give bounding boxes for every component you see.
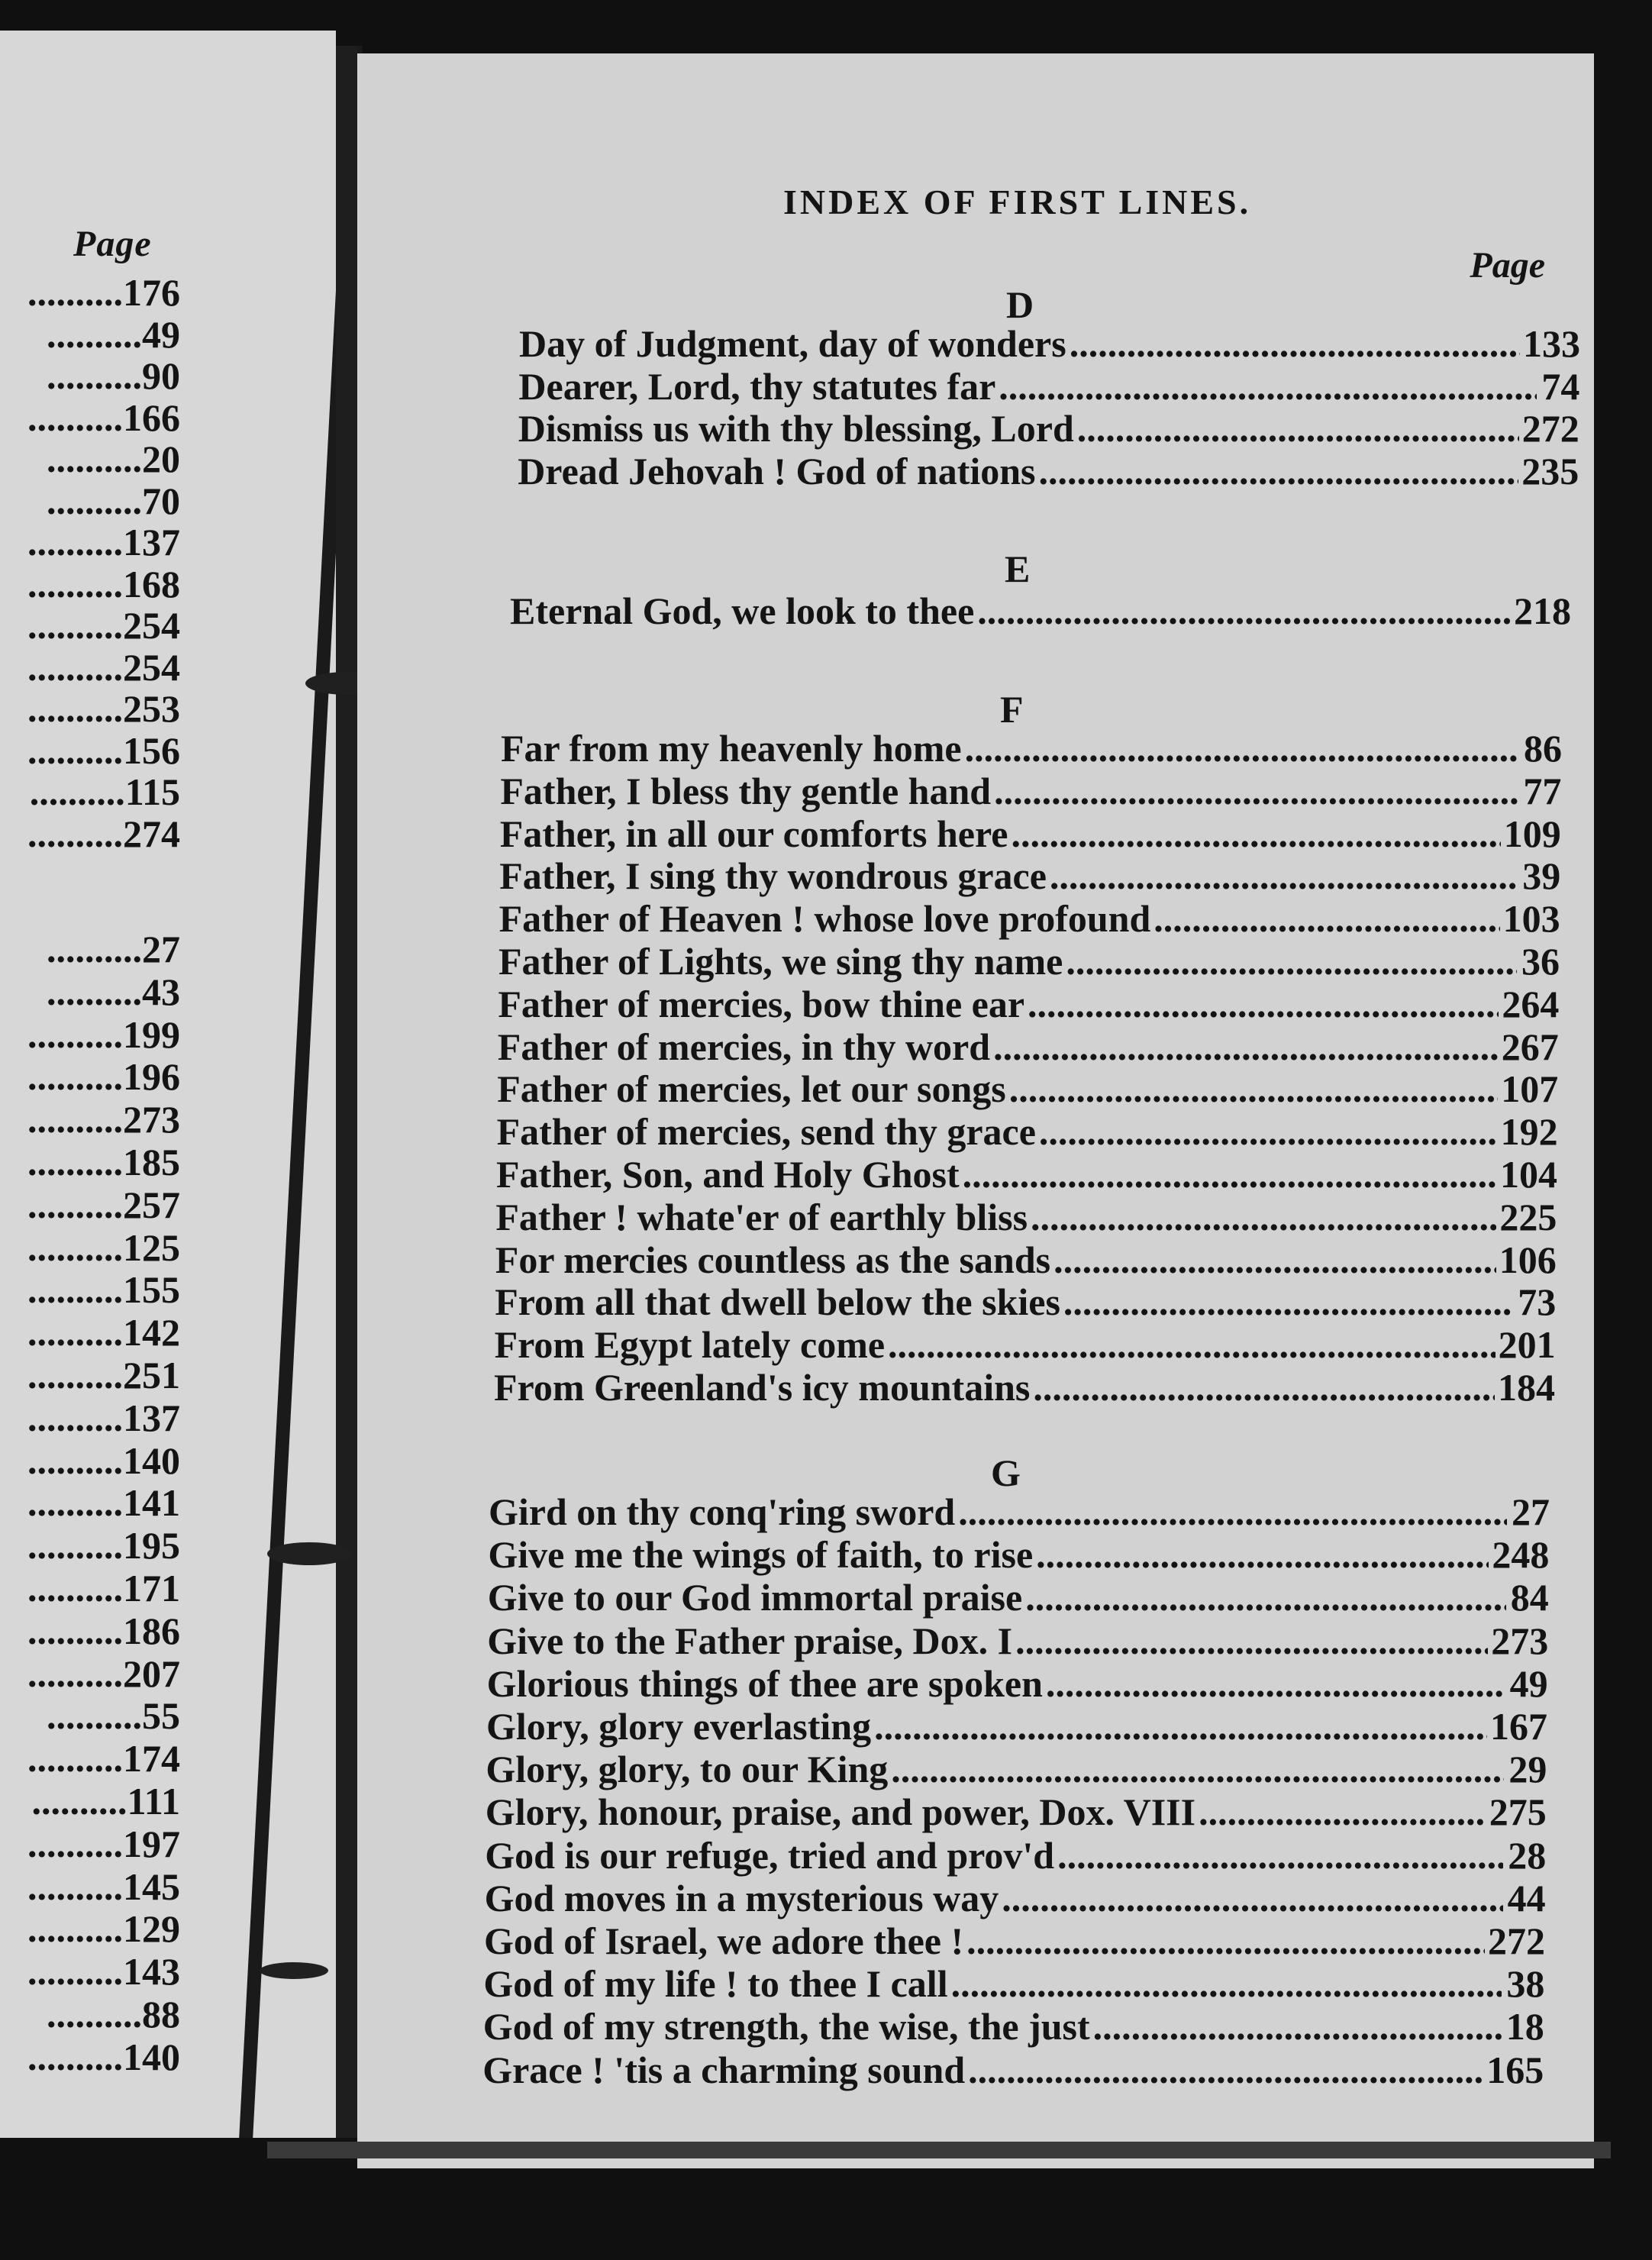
first-line-text: Father, I sing thy wondrous grace: [499, 854, 1047, 898]
index-entry: [499, 938, 1560, 984]
left-page-number: ..........88: [47, 1995, 180, 2033]
first-line-text: God of my life ! to thee I call: [483, 1962, 948, 2006]
left-page-number: ..........49: [47, 315, 180, 354]
first-line-text: Dearer, Lord, thy statutes far: [518, 364, 996, 408]
first-line-text: Father ! whate'er of earthly bliss: [495, 1195, 1028, 1238]
first-line-text: Father, Son, and Holy Ghost: [496, 1153, 960, 1196]
index-entry: [488, 1532, 1549, 1577]
first-line-text: Give me the wings of faith, to rise: [488, 1533, 1034, 1577]
left-page-number: ..........27: [47, 930, 180, 968]
section-letter: D: [1006, 283, 1034, 326]
left-page-number: ..........207: [27, 1654, 180, 1693]
first-line-text: God of Israel, we adore thee !: [484, 1919, 964, 1962]
left-page-number: ..........254: [27, 606, 180, 644]
index-entry: [499, 896, 1560, 941]
first-line-text: Grace ! 'tis a charming sound: [482, 2048, 966, 2091]
left-page-number: ..........43: [47, 972, 180, 1011]
left-page-number: ..........20: [47, 440, 180, 478]
dot-leader: [1031, 1194, 1496, 1240]
index-entry: [495, 1237, 1557, 1283]
first-line-text: Father of mercies, let our songs: [497, 1067, 1006, 1111]
left-page-number: ..........142: [27, 1313, 180, 1352]
dot-leader: [888, 1322, 1496, 1367]
index-entry: [482, 2047, 1544, 2093]
first-line-text: Father, in all our comforts here: [499, 812, 1008, 855]
dot-leader: [1077, 405, 1519, 451]
page-number: 184: [1498, 1366, 1555, 1409]
left-page-number: ..........195: [27, 1526, 180, 1565]
dot-leader: [874, 1703, 1487, 1749]
dot-leader: [966, 1918, 1485, 1964]
first-line-text: Glory, honour, praise, and power, Dox. VIII: [485, 1790, 1196, 1834]
page-number: 77: [1523, 769, 1562, 812]
left-page-number: ..........156: [27, 731, 180, 770]
first-line-text: Father of mercies, in thy word: [497, 1025, 991, 1068]
index-entry: [518, 405, 1579, 451]
page-number: 272: [1521, 407, 1579, 450]
index-entry: [488, 1574, 1549, 1620]
left-page-number: ..........185: [27, 1143, 180, 1181]
page-number: 275: [1489, 1790, 1547, 1834]
section-letter: G: [991, 1451, 1021, 1494]
left-page-number: ..........168: [27, 564, 180, 603]
first-line-text: Day of Judgment, day of wonders: [519, 322, 1066, 365]
dot-leader: [891, 1746, 1504, 1792]
index-entry: [485, 1875, 1546, 1921]
dot-leader: [1033, 1364, 1495, 1410]
dot-leader: [999, 363, 1537, 409]
index-entry: [499, 853, 1560, 899]
left-page-number: ..........55: [47, 1697, 180, 1735]
left-page-number: ..........186: [27, 1611, 180, 1650]
left-page-number: ..........70: [47, 481, 180, 520]
index-entry: [484, 1918, 1545, 1964]
first-line-text: From Greenland's icy mountains: [494, 1366, 1031, 1409]
left-page-number: ..........171: [27, 1569, 180, 1607]
dot-leader: [1046, 1661, 1505, 1706]
left-page-number: ..........274: [27, 814, 180, 853]
index-entry: [487, 1618, 1548, 1664]
index-entry: [485, 1832, 1546, 1878]
first-line-text: Glorious things of thee are spoken: [486, 1661, 1043, 1705]
right-page: [357, 53, 1594, 2168]
index-entry: [498, 981, 1559, 1027]
left-page-number: ..........140: [27, 2037, 180, 2076]
first-line-text: Eternal God, we look to thee: [510, 589, 975, 632]
left-page-number: ..........174: [27, 1739, 180, 1778]
index-entry: [495, 1194, 1557, 1240]
left-page-number: ..........129: [27, 1910, 180, 1948]
page-number: 133: [1523, 322, 1580, 365]
dot-leader: [1057, 1832, 1503, 1878]
left-page-number: ..........257: [27, 1185, 180, 1224]
index-title: INDEX OF FIRST LINES.: [783, 182, 1252, 221]
page-number: 107: [1501, 1067, 1559, 1111]
first-line-text: God is our refuge, tried and prov'd: [485, 1833, 1055, 1877]
dot-leader: [1011, 811, 1500, 857]
dot-leader: [1025, 1574, 1506, 1620]
index-entry: [487, 1661, 1548, 1706]
dot-leader: [1063, 1279, 1513, 1325]
dot-leader: [1009, 1066, 1498, 1112]
index-entry: [498, 1024, 1559, 1070]
dot-leader: [958, 1489, 1507, 1535]
left-page-number: ..........196: [27, 1057, 180, 1096]
index-entry: [486, 1746, 1547, 1792]
binding-gutter: [336, 46, 357, 2138]
index-entry: [500, 811, 1561, 857]
index-entry: [496, 1151, 1557, 1197]
page-number: 74: [1541, 364, 1580, 408]
page-number: 167: [1490, 1705, 1547, 1748]
first-line-text: Far from my heavenly home: [501, 727, 962, 770]
left-page-number: ..........115: [29, 773, 180, 811]
left-page-number: ..........251: [27, 1356, 180, 1394]
page-number: 49: [1509, 1661, 1548, 1705]
page-number: 201: [1498, 1323, 1556, 1367]
first-line-text: From Egypt lately come: [494, 1323, 886, 1367]
page-number: 192: [1500, 1110, 1558, 1154]
index-entry: [497, 1066, 1558, 1112]
page-number: 18: [1505, 2005, 1544, 2049]
page-bottom-edge: [267, 2142, 1611, 2158]
dot-leader: [1153, 896, 1499, 941]
left-page-number: ..........273: [27, 1100, 180, 1139]
section-letter: F: [1000, 688, 1024, 731]
dot-leader: [1070, 321, 1520, 366]
section-letter: E: [1005, 547, 1031, 590]
left-page-number: ..........145: [27, 1867, 180, 1906]
first-line-text: Father, I bless thy gentle hand: [500, 769, 992, 812]
first-line-text: Father of mercies, send thy grace: [496, 1110, 1036, 1154]
dot-leader: [1093, 2003, 1502, 2049]
left-page-number: ..........197: [27, 1824, 180, 1863]
dot-leader: [1002, 1875, 1502, 1921]
index-entry: [494, 1364, 1555, 1410]
dot-leader: [1053, 1237, 1496, 1283]
dot-leader: [977, 588, 1511, 634]
left-page-number: ..........254: [27, 647, 180, 686]
left-page-number: ..........137: [27, 1398, 180, 1437]
first-line-text: God of my strength, the wise, the just: [482, 2005, 1090, 2049]
page-number: 267: [1501, 1025, 1559, 1068]
index-entry: [510, 588, 1571, 634]
first-line-text: Give to our God immortal praise: [487, 1576, 1023, 1619]
left-page-number: ..........176: [27, 273, 180, 312]
left-page-number: ..........111: [31, 1782, 180, 1820]
dot-leader: [994, 768, 1518, 814]
left-page-number: ..........90: [47, 357, 180, 395]
left-page-number: ..........141: [27, 1484, 180, 1522]
index-entry: [495, 1322, 1556, 1367]
dot-leader: [1036, 1532, 1489, 1577]
index-entry: [495, 1279, 1556, 1325]
left-page-number: ..........137: [27, 523, 180, 561]
dot-leader: [963, 1151, 1497, 1197]
page-number: 29: [1508, 1748, 1547, 1791]
left-page-number: ..........143: [27, 1952, 180, 1991]
left-page: [0, 31, 336, 2138]
page-number: 104: [1500, 1153, 1557, 1196]
page-number: 36: [1521, 940, 1560, 983]
binding-stitch: [267, 1542, 351, 1565]
page-number: 44: [1507, 1876, 1546, 1919]
dot-leader: [1066, 938, 1517, 984]
page-number: 235: [1521, 449, 1579, 492]
first-line-text: From all that dwell below the skies: [495, 1280, 1060, 1324]
index-entry: [483, 1961, 1544, 2007]
page-number: 225: [1499, 1195, 1557, 1238]
page-column-label: Page: [1470, 245, 1545, 286]
index-entry: [518, 448, 1579, 494]
dot-leader: [1015, 1618, 1488, 1664]
page-number: 109: [1503, 812, 1561, 855]
first-line-text: Gird on thy conq'ring sword: [489, 1490, 956, 1533]
left-page-number: ..........155: [27, 1270, 180, 1309]
page-number: 103: [1502, 897, 1560, 941]
index-entry: [483, 2003, 1544, 2049]
page-number: 248: [1492, 1533, 1550, 1577]
dot-leader: [1199, 1789, 1486, 1835]
dot-leader: [951, 1961, 1502, 2007]
index-entry: [489, 1489, 1550, 1535]
index-entry: [497, 1109, 1558, 1154]
first-line-text: Glory, glory everlasting: [486, 1705, 872, 1748]
first-line-text: Father of mercies, bow thine ear: [498, 982, 1025, 1025]
page-number: 86: [1524, 727, 1562, 770]
page-number: 28: [1508, 1833, 1547, 1877]
first-line-text: God moves in a mysterious way: [484, 1876, 999, 1919]
left-page-number: ..........140: [27, 1441, 180, 1480]
left-page-number: ..........166: [27, 398, 180, 437]
page-number: 73: [1518, 1280, 1557, 1324]
binding-stitch: [260, 1962, 328, 1979]
index-entry: [501, 725, 1562, 771]
page-number: 27: [1512, 1490, 1550, 1533]
dot-leader: [1039, 1109, 1498, 1154]
index-entry: [518, 363, 1579, 409]
dot-leader: [968, 2047, 1483, 2093]
left-page-number: ..........199: [27, 1015, 180, 1054]
dot-leader: [1039, 448, 1519, 494]
dot-leader: [1050, 853, 1518, 899]
index-entry: [486, 1789, 1547, 1835]
index-entry: [486, 1703, 1547, 1749]
first-line-text: Father of Lights, we sing thy name: [499, 940, 1063, 983]
page-number: 84: [1510, 1576, 1549, 1619]
index-entry: [500, 768, 1561, 814]
page-number: 38: [1506, 1962, 1545, 2006]
page-number: 39: [1522, 854, 1561, 898]
first-line-text: For mercies countless as the sands: [495, 1238, 1051, 1281]
left-page-header: Page: [73, 224, 152, 264]
dot-leader: [965, 725, 1519, 771]
dot-leader: [993, 1024, 1499, 1070]
page-number: 106: [1499, 1238, 1557, 1281]
first-line-text: Dismiss us with thy blessing, Lord: [518, 407, 1074, 450]
first-line-text: Glory, glory, to our King: [486, 1748, 889, 1791]
page-number: 272: [1488, 1919, 1545, 1962]
dot-leader: [1028, 981, 1499, 1027]
page-number: 218: [1514, 589, 1571, 632]
page-number: 264: [1502, 982, 1560, 1025]
first-line-text: Dread Jehovah ! God of nations: [518, 449, 1036, 492]
first-line-text: Give to the Father praise, Dox. I: [487, 1619, 1013, 1662]
page-number: 273: [1491, 1619, 1549, 1662]
left-page-number: ..........253: [27, 689, 180, 728]
page-number: 165: [1486, 2048, 1544, 2091]
index-entry: [519, 321, 1580, 366]
left-page-number: ..........125: [27, 1228, 180, 1267]
first-line-text: Father of Heaven ! whose love profound: [499, 897, 1151, 941]
